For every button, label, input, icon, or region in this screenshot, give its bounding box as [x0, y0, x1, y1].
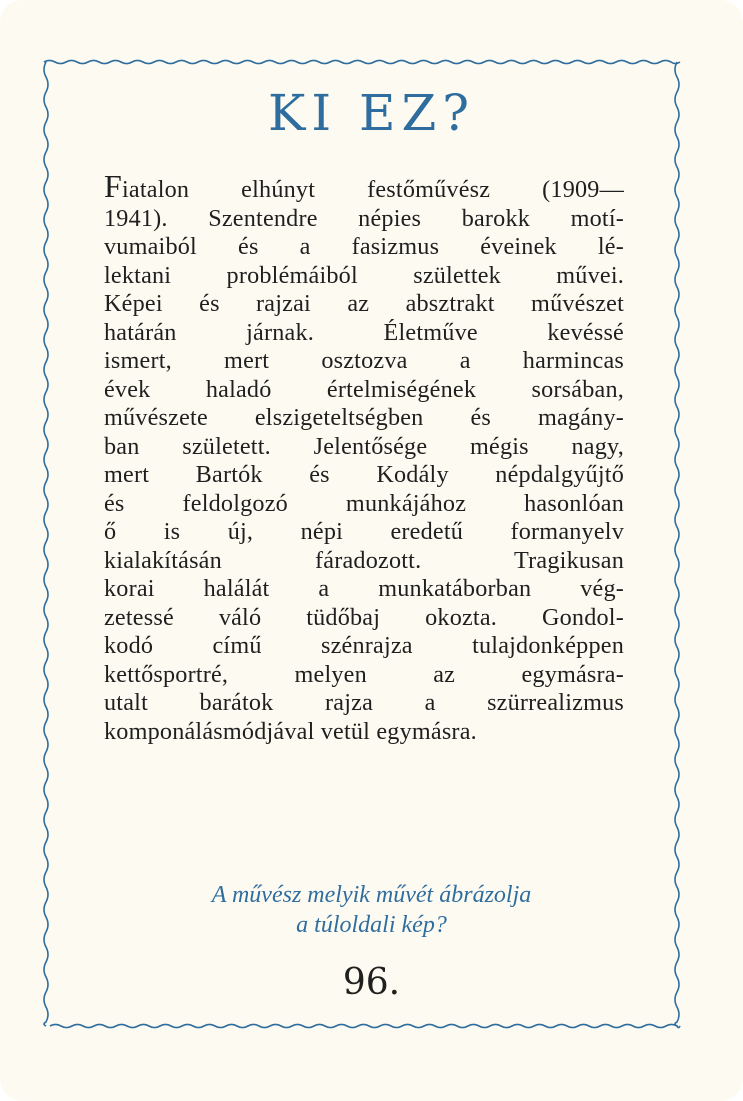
- body-line-11: és feldolgozó munkájához hasonlóan: [104, 489, 624, 517]
- body-line-17: kettősportré, melyen az egymásra-: [104, 660, 624, 688]
- body-line-16: kodó című szénrajza tulajdonképpen: [104, 632, 624, 659]
- body-line-text: iatalon elhúnyt festőművész (1909—: [122, 176, 624, 203]
- card-number: 96.: [342, 962, 401, 1003]
- biography-text: [104, 170, 624, 746]
- card-title: KI EZ?: [267, 84, 476, 142]
- body-line-15: zetessé váló tüdőbaj okozta. Gondol-: [104, 603, 624, 631]
- body-line-2: vumaiból és a fasizmus éveinek lé-: [104, 233, 624, 260]
- body-line-6: ismert, mert osztozva a harmincas: [104, 347, 624, 374]
- drop-cap: F: [104, 168, 122, 204]
- body-line-10: mert Bartók és Kodály népdalgyűjtő: [104, 461, 624, 488]
- body-line-14: korai halálát a munkatáborban vég-: [104, 575, 624, 602]
- body-line-5: határán járnak. Életműve kevéssé: [104, 318, 624, 346]
- question-line-2: a túloldali kép?: [296, 912, 447, 938]
- quiz-question: [0, 880, 743, 940]
- body-line-0: [104, 170, 624, 205]
- body-line-7: évek haladó értelmiségének sorsában,: [104, 375, 624, 403]
- body-line-9: ban született. Jelentősége mégis nagy,: [104, 432, 624, 460]
- body-line-18: utalt barátok rajza a szürrealizmus: [104, 689, 624, 716]
- body-line-12: ő is új, népi eredetű formanyelv: [104, 518, 624, 545]
- body-line-13: kialakításán fáradozott. Tragikusan: [104, 546, 624, 574]
- question-line-1: A művész melyik művét ábrázolja: [211, 882, 532, 908]
- body-line-4: Képei és rajzai az absztrakt művészet: [104, 290, 624, 317]
- body-line-3: lektani problémáiból születtek művei.: [104, 261, 624, 289]
- body-line-1: 1941). Szentendre népies barokk motí-: [104, 204, 624, 232]
- body-line-8: művészete elszigeteltségben és magány-: [104, 404, 624, 431]
- body-line-19: komponálásmódjával vetül egymásra.: [104, 717, 477, 745]
